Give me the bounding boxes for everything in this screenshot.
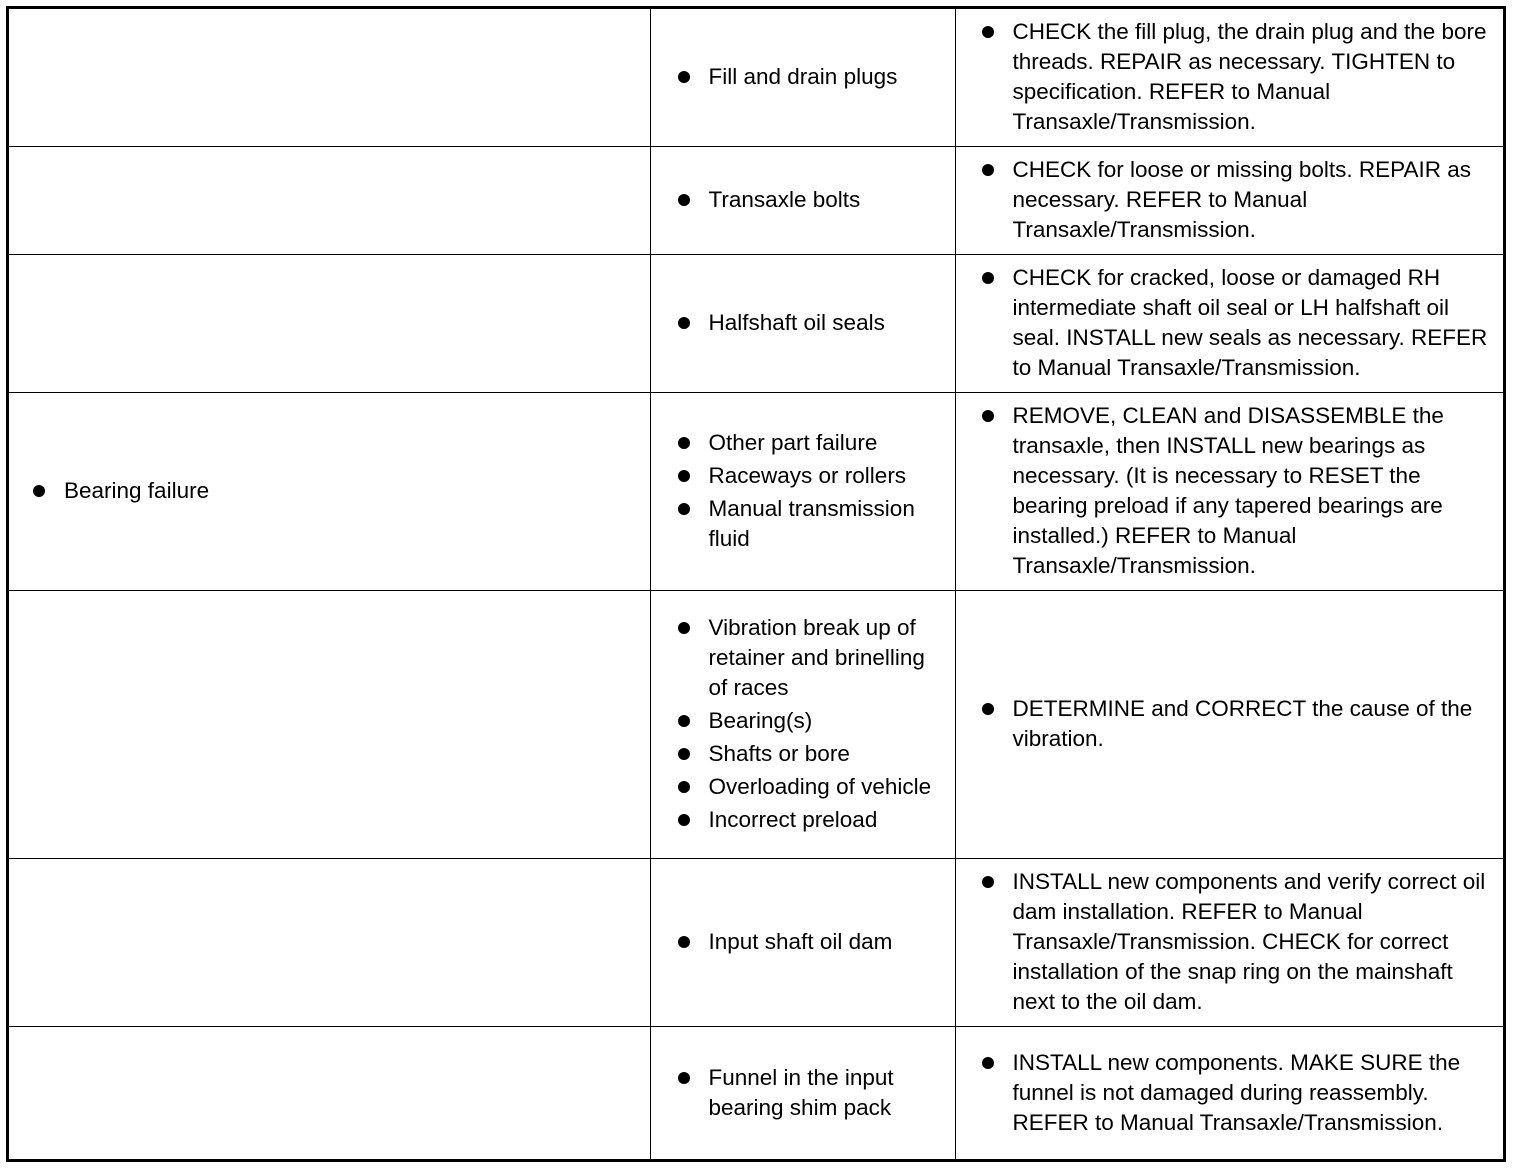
diagnosis-table bbox=[9, 9, 1503, 1159]
cause-cell bbox=[650, 590, 955, 858]
cause-cell bbox=[650, 1026, 955, 1159]
cause-item: Shafts or bore bbox=[709, 739, 947, 769]
action-item: INSTALL new components and verify correct oil dam installation. REFER to Manual Transaxle/Transmission. CHECK for correct installation of the snap ring on the mainshaft next to the oil dam. bbox=[1013, 867, 1494, 1017]
cause-item: Fill and drain plugs bbox=[709, 62, 947, 92]
action-item: CHECK for loose or missing bolts. REPAIR as necessary. REFER to Manual Transaxle/Transmission. bbox=[1013, 155, 1494, 245]
condition-cell bbox=[9, 858, 650, 1026]
cause-item: Bearing(s) bbox=[709, 706, 947, 736]
table-row bbox=[9, 9, 1503, 146]
cause-cell bbox=[650, 392, 955, 590]
table-row bbox=[9, 858, 1503, 1026]
action-item: INSTALL new components. MAKE SURE the funnel is not damaged during reassembly. REFER to Manual Transaxle/Transmission. bbox=[1013, 1048, 1494, 1138]
action-cell bbox=[955, 9, 1503, 146]
cause-item: Halfshaft oil seals bbox=[709, 308, 947, 338]
table-row bbox=[9, 254, 1503, 392]
cause-item: Transaxle bolts bbox=[709, 185, 947, 215]
cause-item: Overloading of vehicle bbox=[709, 772, 947, 802]
condition-cell bbox=[9, 254, 650, 392]
action-item: CHECK the fill plug, the drain plug and the bore threads. REPAIR as necessary. TIGHTEN to specification. REFER to Manual Transaxle/Transmission. bbox=[1013, 17, 1494, 137]
cause-item: Input shaft oil dam bbox=[709, 927, 947, 957]
condition-cell bbox=[9, 1026, 650, 1159]
table-row bbox=[9, 392, 1503, 590]
table-row bbox=[9, 1026, 1503, 1159]
condition-cell bbox=[9, 9, 650, 146]
action-cell bbox=[955, 146, 1503, 254]
action-cell bbox=[955, 254, 1503, 392]
cause-cell bbox=[650, 858, 955, 1026]
cause-item: Funnel in the input bearing shim pack bbox=[709, 1063, 947, 1123]
cause-item: Other part failure bbox=[709, 428, 947, 458]
cause-item: Raceways or rollers bbox=[709, 461, 947, 491]
action-cell bbox=[955, 392, 1503, 590]
cause-cell bbox=[650, 254, 955, 392]
condition-cell bbox=[9, 146, 650, 254]
action-cell bbox=[955, 858, 1503, 1026]
action-cell bbox=[955, 590, 1503, 858]
action-item: DETERMINE and CORRECT the cause of the vibration. bbox=[1013, 694, 1494, 754]
cause-cell bbox=[650, 146, 955, 254]
action-cell bbox=[955, 1026, 1503, 1159]
action-item: CHECK for cracked, loose or damaged RH intermediate shaft oil seal or LH halfshaft oil seal. INSTALL new seals as necessary. REFER to Manual Transaxle/Transmission. bbox=[1013, 263, 1494, 383]
table-row bbox=[9, 146, 1503, 254]
cause-cell bbox=[650, 9, 955, 146]
condition-cell bbox=[9, 392, 650, 590]
cause-item: Vibration break up of retainer and brinelling of races bbox=[709, 613, 947, 703]
cause-item: Manual transmission fluid bbox=[709, 494, 947, 554]
table-row bbox=[9, 590, 1503, 858]
condition-cell bbox=[9, 590, 650, 858]
action-item: REMOVE, CLEAN and DISASSEMBLE the transaxle, then INSTALL new bearings as necessary. (It is necessary to RESET the bearing preload if any tapered bearings are installed.) REFER to Manual Transaxle/Transmission. bbox=[1013, 401, 1494, 581]
condition-item: Bearing failure bbox=[64, 476, 640, 506]
cause-item: Incorrect preload bbox=[709, 805, 947, 835]
